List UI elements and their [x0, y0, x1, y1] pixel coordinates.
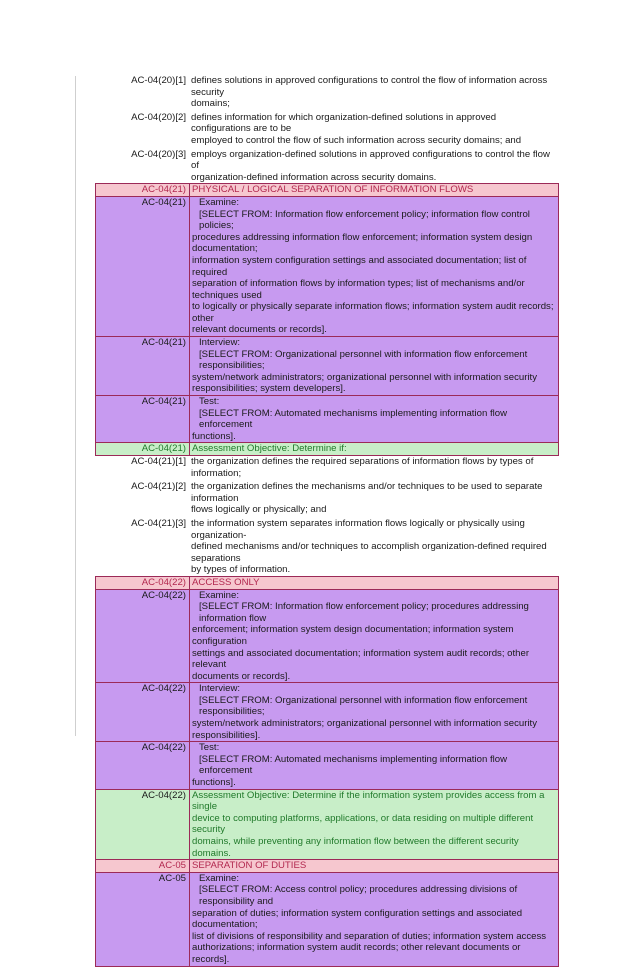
- assessment-method-row: [95, 337, 559, 396]
- row-text: [190, 742, 558, 788]
- text-line: device to computing platforms, applications, or data residing on multiple different security: [192, 812, 534, 836]
- text-line: domains;: [191, 98, 230, 110]
- row-text: [190, 443, 558, 455]
- text-line: relevant documents or records].: [192, 324, 327, 336]
- row-text: [190, 184, 558, 196]
- text-line: employs organization-defined solutions in approved configurations to control the flow of: [191, 148, 550, 172]
- assessment-method-row: [95, 683, 559, 742]
- control-id: AC-04(21): [96, 197, 190, 336]
- control-id: AC-04(22): [96, 577, 190, 589]
- text-line: [SELECT FROM: Access control policy; procedures addressing divisions of responsibility and: [199, 884, 518, 907]
- page-margin-rule: [75, 76, 76, 736]
- assessment-table: [95, 75, 559, 967]
- text-line: [SELECT FROM: Information flow enforcement policy; information flow control policies;: [199, 208, 530, 232]
- determination-row: [95, 75, 559, 110]
- text-line: [SELECT FROM: Organizational personnel with information flow enforcement responsibilities;: [199, 694, 528, 718]
- text-line: by types of information.: [191, 564, 291, 576]
- row-text: [190, 790, 558, 860]
- assessment-objective-row: [95, 790, 559, 861]
- control-id: AC-04(22): [96, 683, 190, 741]
- text-line: procedures addressing information flow enforcement; information system design documentation;: [192, 231, 533, 255]
- text-line: organization-defined information across security domains.: [191, 171, 437, 183]
- text-line: [SELECT FROM: Organizational personnel with information flow enforcement responsibilities;: [199, 348, 528, 372]
- control-id: AC-04(20)[3]: [131, 148, 186, 160]
- text-line: documents or records].: [192, 670, 291, 682]
- method-heading: Interview:: [199, 683, 241, 695]
- text-line: system/network administrators; organizational personnel with information security: [192, 371, 537, 383]
- text-line: ACCESS ONLY: [192, 576, 260, 588]
- text-line: employed to control the flow of such information across security domains; and: [191, 134, 522, 146]
- control-id: AC-04(21): [96, 443, 190, 455]
- text-line: functions].: [192, 777, 236, 789]
- text-line: separation of information flows by information types; list of mechanisms and/or techniques used: [192, 278, 525, 301]
- control-id: AC-04(21)[2]: [131, 481, 186, 493]
- control-id: AC-04(22): [96, 790, 190, 860]
- text-line: functions].: [192, 430, 236, 442]
- assessment-objective-row: [95, 443, 559, 456]
- method-heading: Test:: [199, 396, 220, 408]
- text-line: the organization defines the mechanisms and/or techniques to be used to separate information: [191, 481, 543, 504]
- text-line: the information system separates information flows logically or physically using organization-: [191, 517, 525, 541]
- assessment-method-row: [95, 873, 559, 967]
- text-line: separation of duties; information system configuration settings and associated documentation;: [192, 907, 523, 931]
- text-line: domains, while preventing any information flow between the different security domains.: [192, 836, 519, 859]
- control-id: AC-04(21): [96, 184, 190, 196]
- assessment-method-row: [95, 396, 559, 443]
- text-line: information system configuration settings and associated documentation; list of required: [192, 254, 527, 278]
- text-line: the organization defines the required separations of information flows by types of information;: [191, 456, 534, 479]
- row-text: [189, 481, 559, 516]
- text-line: Assessment Objective: Determine if:: [192, 443, 347, 455]
- method-heading: Interview:: [199, 337, 241, 349]
- determination-row: [95, 518, 559, 576]
- row-text: [189, 75, 559, 110]
- text-line: list of divisions of responsibility and separation of duties; information system access: [192, 930, 547, 942]
- row-text: [189, 518, 559, 576]
- text-line: to logically or physically separate information flows; information system audit records; other: [192, 301, 554, 324]
- text-line: PHYSICAL / LOGICAL SEPARATION OF INFORMATION FLOWS: [192, 184, 474, 196]
- row-text: [189, 456, 559, 479]
- determination-row: [95, 112, 559, 147]
- row-text: [189, 149, 559, 184]
- control-id: AC-04(21): [96, 396, 190, 442]
- text-line: defined mechanisms and/or techniques to accomplish organization-defined required separations: [191, 541, 547, 564]
- text-line: authorizations; information system audit records; other relevant documents or records].: [192, 942, 521, 965]
- row-text: [190, 577, 558, 589]
- assessment-method-row: [95, 590, 559, 684]
- row-text: [189, 112, 559, 147]
- row-text: [190, 860, 558, 872]
- method-heading: Examine:: [199, 196, 239, 208]
- text-line: SEPARATION OF DUTIES: [192, 860, 307, 872]
- control-header-row: [95, 183, 559, 197]
- control-id: AC-04(21): [96, 337, 190, 395]
- control-id: AC-05: [96, 860, 190, 872]
- row-text: [190, 396, 558, 442]
- text-line: system/network administrators; organizational personnel with information security: [192, 718, 537, 730]
- assessment-method-row: [95, 742, 559, 789]
- control-id: AC-04(21)[1]: [131, 456, 186, 467]
- determination-row: [95, 149, 559, 184]
- control-id: AC-04(20)[1]: [131, 75, 186, 86]
- text-line: flows logically or physically; and: [191, 504, 327, 516]
- text-line: defines solutions in approved configurations to control the flow of information across security: [191, 75, 548, 98]
- assessment-method-row: [95, 197, 559, 337]
- row-text: [190, 197, 558, 336]
- determination-row: [95, 481, 559, 516]
- control-id: AC-04(21)[3]: [131, 517, 186, 529]
- text-line: [SELECT FROM: Automated mechanisms implementing information flow enforcement: [199, 407, 508, 431]
- method-heading: Test:: [199, 742, 220, 754]
- text-line: defines information for which organization-defined solutions in approved configurations are to be: [191, 111, 497, 135]
- text-line: [SELECT FROM: Automated mechanisms implementing information flow enforcement: [199, 753, 508, 777]
- text-line: settings and associated documentation; information system audit records; other relevant: [192, 647, 530, 671]
- row-text: [190, 337, 558, 395]
- text-line: responsibilities; system developers].: [192, 383, 346, 395]
- text-line: Assessment Objective: Determine if the information system provides access from a single: [192, 789, 545, 813]
- method-heading: Examine:: [199, 872, 239, 884]
- row-text: [190, 590, 558, 683]
- text-line: responsibilities].: [192, 729, 261, 741]
- control-id: AC-04(22): [96, 742, 190, 788]
- control-id: AC-05: [96, 873, 190, 966]
- determination-row: [95, 456, 559, 479]
- control-id: AC-04(22): [96, 590, 190, 683]
- row-text: [190, 683, 558, 741]
- text-line: enforcement; information system design documentation; information system configuration: [192, 624, 514, 647]
- method-heading: Examine:: [199, 589, 239, 601]
- control-header-row: [95, 576, 559, 590]
- control-header-row: [95, 860, 559, 873]
- row-text: [190, 873, 558, 966]
- text-line: [SELECT FROM: Information flow enforcement policy; procedures addressing information flow: [199, 601, 529, 624]
- control-id: AC-04(20)[2]: [131, 111, 186, 123]
